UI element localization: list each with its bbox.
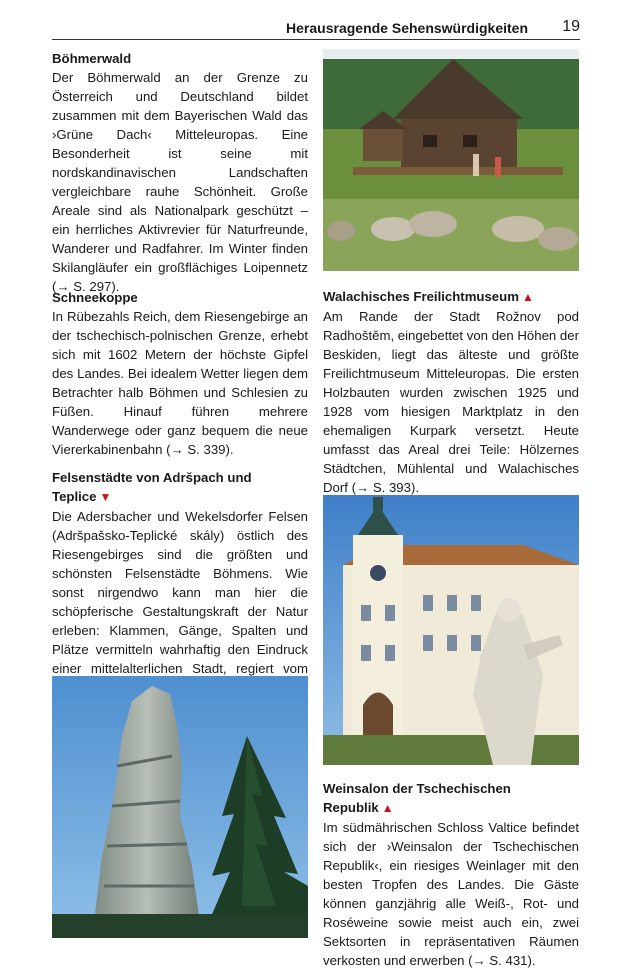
entry-text: Der Böhmerwald an der Grenze zu Österreich und Deutschland bildet zusammen mit dem Bayerischen Wald das ›Grüne Dach‹ Mitteleuropas. Eine Besonderheit ist seine mit nordskandinavischen Landschaften vergleichbare rauhe Schönheit. Große Areale sind als Nationalpark geschützt – ein herrliches Aktivrevier für Naturfreunde, Wanderer und Radfahrer. Im Winter finden Skilangläufer ein großflächiges Loipennetz (→ S. 297).	[52, 70, 308, 294]
entry-title: Böhmerwald	[52, 51, 132, 66]
running-header	[52, 14, 580, 40]
entry-schneekoppe	[52, 288, 308, 459]
entry-text: Im südmährischen Schloss Valtice befindet sich der ›Weinsalon der Tschechischen Republik‹, ein riesiges Weinlager mit den besten Tropfen des Landes. Die Gäste können ganzjährig alle Weiß-, Rot- und Roséweine sowie meist auch ein, zwei Sektsorten in repräsentativen Räumen verkosten und erwerben (→ S. 431).	[323, 820, 579, 968]
entry-text: In Rübezahls Reich, dem Riesengebirge an der tschechisch-polnischen Grenze, erhebt sich mit 1602 Metern der höchste Gipfel des Landes. Bei idealem Wetter liegen dem Betrachter halb Böhmen und Schlesien zu Füßen. Hinauf führen mehrere Wanderwege oder ganz bequem die neue Viererkabinenbahn (→ S. 339).	[52, 309, 308, 457]
entry-weinsalon	[323, 779, 579, 970]
entry-title-text: Walachisches Freilichtmuseum	[323, 289, 519, 304]
entry-boehmerwald	[52, 49, 308, 296]
castle-valtice-photo	[323, 495, 579, 765]
entry-text: Die Adersbacher und Wekelsdorfer Felsen (Adršpašsko-Teplické skály) östlich des Riesengebirges sind die größten und schönsten Felsenstädte Böhmens. Wie sonst nirgendwo kann man hier die schöpferische Gestaltungskraft der Natur erleben: Klammen, Gänge, Spalten und Plätze vermitteln wahrhaftig den Eindruck einer mittelalterlichen Stadt, regiert vom	[52, 509, 308, 676]
entry-title	[323, 779, 579, 818]
entry-freilichtmuseum	[323, 287, 579, 497]
entry-title: Schneekoppe	[52, 290, 138, 305]
open-air-museum-photo	[323, 49, 579, 271]
rock-formation-photo	[52, 676, 308, 938]
entry-title-text: Weinsalon der Tschechischen Republik	[323, 781, 511, 815]
direction-marker: ▲	[521, 290, 534, 304]
direction-marker: ▼	[99, 490, 112, 504]
entry-title	[52, 468, 308, 507]
page-number: 19	[562, 18, 580, 35]
entry-text: Am Rande der Stadt Rožnov pod Radhoštěm, eingebettet von den Höhen der Beskiden, liegt das älteste und größte Freilichtmuseum Mitteleuropas. Die ersten Holzbauten wurden zwischen 1925 und 1928 vom hiesigen Marktplatz in den ehemaligen Kurpark versetzt. Heute umfasst das Areal drei Teile: Hölzernes Städtchen, Mühlental und Walachisches Dorf (→ S. 393).	[323, 309, 579, 495]
direction-marker: ▲	[381, 801, 394, 815]
entry-title-text: Felsenstädte von Adršpach und Teplice	[52, 470, 252, 504]
entry-felsenstaedte	[52, 468, 308, 697]
entry-title	[323, 287, 579, 307]
section-title: Herausragende Sehenswürdigkeiten	[286, 20, 528, 36]
